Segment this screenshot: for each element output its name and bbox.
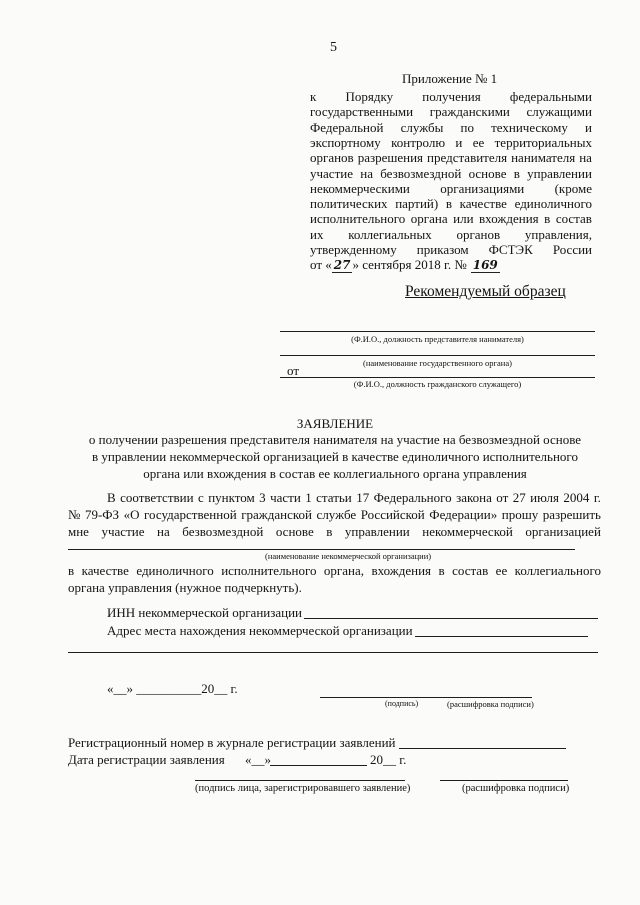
body-line: органа управления (нужное подчеркнуть). (68, 580, 302, 595)
appendix-line (310, 242, 592, 258)
employer-name-line (280, 331, 595, 332)
word: единоличного (514, 196, 592, 212)
word: Федеральной (310, 119, 384, 135)
word: гражданской (241, 507, 313, 522)
word: некоммерческой (422, 524, 513, 539)
word: в (438, 563, 445, 578)
word: территориальных (494, 134, 592, 150)
word: состав (452, 563, 489, 578)
address-continuation-line (68, 652, 598, 653)
address-blank-line (415, 623, 588, 637)
employee-name-line (280, 377, 595, 378)
word: ее (495, 563, 508, 578)
page-number: 5 (330, 40, 337, 55)
appendix-line (310, 181, 592, 197)
appendix-line (310, 196, 592, 212)
word: в (445, 196, 452, 212)
appendix-line (310, 166, 592, 182)
word: организациями (440, 180, 525, 196)
word: статьи (316, 490, 352, 505)
word: на (360, 165, 373, 181)
word: службы (400, 119, 444, 135)
registration-number-label: Регистрационный номер в журнале регистрации заявлений (68, 735, 396, 750)
word: № (68, 507, 81, 522)
employer-caption: (Ф.И.О., должность представителя нанимателя) (351, 334, 524, 344)
word: основе (468, 165, 507, 181)
application-date-field: «__» __________20__ г. (107, 681, 238, 696)
appendix-line (310, 104, 592, 120)
word: состав (555, 211, 592, 227)
word: представителя (427, 150, 508, 166)
word: Федерации» (429, 507, 498, 522)
word: на (157, 524, 170, 539)
word: России (552, 242, 592, 257)
recommended-sample-heading: Рекомендуемый образец (405, 283, 566, 300)
signature-caption: (подпись) (385, 699, 419, 708)
word: федеральными (509, 89, 592, 104)
order-prefix: от « (310, 257, 332, 273)
word: некоммерческими (310, 180, 410, 196)
word: качестве (459, 196, 507, 212)
address-label: Адрес места нахождения некоммерческой организации (107, 623, 413, 638)
word: нанимателя (511, 150, 576, 166)
body-line (107, 490, 601, 506)
word: разрешения (357, 150, 424, 166)
address-field (107, 623, 588, 639)
word: ее (472, 134, 485, 150)
word: управлении (527, 165, 592, 181)
word: вхождения (479, 211, 539, 227)
word: на (579, 150, 592, 166)
word: в (326, 524, 333, 539)
word: государственными (310, 104, 414, 120)
agency-name-line (280, 355, 595, 356)
word: экспортному (310, 134, 381, 150)
registration-date-month-line (270, 765, 367, 766)
word: исполнительного (310, 211, 406, 227)
registration-date-day: «__» (245, 752, 271, 767)
application-subtitle-line: в управлении некоммерческой организацией в качестве единоличного исполнительного (92, 449, 578, 464)
word: к (310, 89, 317, 104)
word: коллегиальных (348, 226, 432, 242)
employee-caption: (Ф.И.О., должность гражданского служащего) (353, 379, 522, 389)
word: 1 (305, 490, 312, 505)
word: политических (310, 196, 388, 212)
word: 27 (512, 490, 526, 505)
registrar-caption: (подпись лица, зарегистрировавшего заявление) (195, 783, 411, 794)
inn-blank-line (304, 605, 598, 619)
word: г. (593, 490, 601, 505)
word: и (584, 119, 592, 135)
appendix-line (310, 135, 592, 151)
from-label: от (287, 363, 300, 378)
word: служащими (526, 104, 592, 120)
word: гражданскими (429, 104, 510, 120)
word: закона (456, 490, 492, 505)
word: Порядку (345, 89, 394, 104)
word: управления, (524, 226, 592, 242)
word: 79-ФЗ (84, 507, 120, 522)
word: от (496, 490, 509, 505)
inn-field (107, 605, 598, 621)
word: В (107, 490, 116, 505)
word: получения (422, 89, 481, 104)
word: основе (275, 524, 314, 539)
word: ФСТЭК (488, 242, 533, 257)
word: или (453, 211, 474, 227)
word: разрешить (542, 507, 601, 522)
word: мне (68, 524, 89, 539)
word: с (197, 490, 204, 505)
word: в (68, 563, 75, 578)
word: коллегиального (514, 563, 601, 578)
application-subtitle-line: о получении разрешения представителя нанимателя на участие на безвозмездной основе (88, 432, 582, 447)
body-line (68, 507, 601, 523)
word: «О (123, 507, 140, 522)
word: и (455, 134, 463, 150)
appendix-line (310, 150, 592, 166)
registrar-decoding-caption: (расшифровка подписи) (462, 783, 570, 794)
word: участие (310, 165, 353, 181)
order-number-handwritten: 169 (472, 258, 498, 273)
organization-caption: (наименование некоммерческой организации) (265, 551, 432, 561)
word: органов (310, 150, 354, 166)
word: безвозмездной (380, 165, 462, 181)
word: органа, (323, 563, 364, 578)
word: службе (316, 507, 357, 522)
word: 3 (259, 490, 266, 505)
organization-name-line (68, 549, 575, 550)
signature-decoding-caption: (расшифровка подписи) (447, 699, 534, 709)
agency-caption: (наименование государственного органа) (363, 358, 512, 368)
appendix-line (310, 211, 592, 227)
word: соответствии (120, 490, 194, 505)
word: единоличного (136, 563, 214, 578)
registration-date-year: 20__ г. (370, 752, 407, 767)
word: организацией (525, 524, 601, 539)
word: прошу (501, 507, 539, 522)
word: техническому (491, 119, 568, 135)
word: безвозмездной (182, 524, 264, 539)
word: государственной (144, 507, 237, 522)
inn-label: ИНН некоммерческой организации (107, 605, 303, 620)
word: Федерального (373, 490, 452, 505)
appendix-title: Приложение № 1 (402, 71, 498, 86)
word: органов (456, 226, 501, 242)
word: качестве (81, 563, 129, 578)
order-middle: » сентября 2018 г. № (352, 257, 467, 273)
word: исполнительного (221, 563, 317, 578)
word: части (270, 490, 301, 505)
registration-date-label: Дата регистрации заявления (68, 752, 225, 767)
registrar-decoding-line (440, 780, 568, 781)
word: (кроме (554, 180, 592, 196)
appendix-line (310, 227, 592, 243)
word: приказом (416, 242, 469, 257)
registrar-signature-line (195, 780, 405, 781)
word: Российской (360, 507, 425, 522)
order-day-handwritten: 27 (333, 258, 351, 273)
application-subtitle-line: органа или вхождения в состав ее коллегиального органа управления (143, 466, 527, 481)
registration-number-blank-line (399, 735, 566, 749)
word: контролю (391, 134, 446, 150)
applicant-signature-line (320, 697, 532, 698)
order-reference (310, 257, 500, 273)
registration-number-field (68, 735, 566, 751)
word: вхождения (371, 563, 432, 578)
word: пунктом (208, 490, 255, 505)
word: органа (410, 211, 448, 227)
word: их (310, 226, 324, 242)
word: по (460, 119, 474, 135)
application-title: ЗАЯВЛЕНИЕ (296, 416, 374, 431)
word: в (513, 165, 520, 181)
word: партий) (395, 196, 439, 212)
word: участие (101, 524, 145, 539)
word: в (544, 211, 551, 227)
body-line (68, 524, 601, 540)
word: июля (530, 490, 559, 505)
word: утвержденному (310, 242, 397, 257)
appendix-line (310, 89, 592, 105)
word: управлении (344, 524, 410, 539)
word: 17 (356, 490, 370, 505)
word: 2004 (563, 490, 590, 505)
appendix-line (310, 120, 592, 136)
body-line (68, 563, 601, 579)
